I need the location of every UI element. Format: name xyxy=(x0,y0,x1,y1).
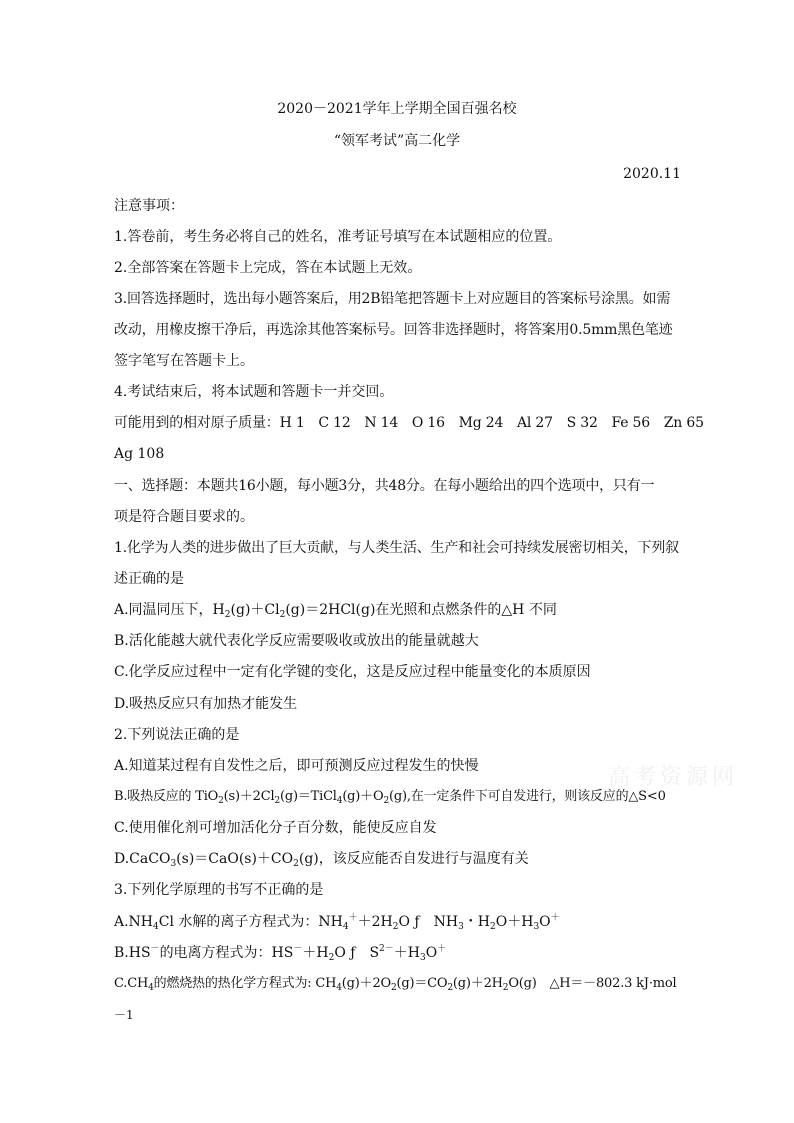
q2-stem: 2.下列说法正确的是 xyxy=(114,727,240,743)
notice-item-3b: 改动，用橡皮擦干净后，再选涂其他答案标号。回答非选择题时，将答案用0.5mm黑色笔迹 xyxy=(114,322,673,338)
q3-option-c: $C.CH_4$的燃烧热的热化学方程式为: $CH_4(g)+2O_2(g)=CO_2(g)+2H_2O(g)$ △H＝－802.3 kJ·mol xyxy=(114,976,677,993)
q2-option-c: C.使用催化剂可增加活化分子百分数，能使反应自发 xyxy=(114,820,437,836)
notice-item-3c: 签字笔写在答题卡上。 xyxy=(114,353,254,369)
q3-option-c-unit-exponent: －1 xyxy=(114,1008,134,1022)
section-intro-1: 一、选择题：本题共16小题，每小题3分，共48分。在每小题给出的四个选项中，只有一 xyxy=(114,478,655,494)
q1-stem-2: 述正确的是 xyxy=(114,571,184,587)
q1-option-b: B.活化能越大就代表化学反应需要吸收或放出的能量就越大 xyxy=(114,633,479,649)
exam-date: 2020.11 xyxy=(623,166,681,182)
notice-item-1: 1.答卷前，考生务必将自己的姓名，准考证号填写在本试题相应的位置。 xyxy=(114,229,562,245)
q2-option-a: A.知道某过程有自发性之后，即可预测反应过程发生的快慢 xyxy=(114,758,479,774)
q2-option-d: $D.CaCO_3(s)=CaO(s)+CO_2(g)$，该反应能否自发进行与温度有关 xyxy=(114,851,529,869)
notice-item-3a: 3.回答选择题时，选出每小题答案后，用2B铅笔把答题卡上对应题目的答案标号涂黑。如需 xyxy=(114,291,671,307)
watermark: 高考资源网 xyxy=(608,765,739,790)
section-intro-2: 项是符合题目要求的。 xyxy=(114,509,254,525)
notice-item-2: 2.全部答案在答题卡上完成，答在本试题上无效。 xyxy=(114,260,422,276)
q1-option-a: A.同温同压下，$H_2(g)+Cl_2(g)=2HCl(g)$在光照和点燃条件的△H 不同 xyxy=(114,602,557,620)
q3-option-a: $A.NH_4Cl$ 水解的离子方程式为：$NH_4^++2H_2O$ ƒ $NH_3$・$H_2O+H_3O^+$ xyxy=(114,913,560,932)
exam-subtitle: “领军考试”高二化学 xyxy=(333,133,461,149)
exam-title: 2020－2021学年上学期全国百强名校 xyxy=(277,101,517,117)
q1-option-c: C.化学反应过程中一定有化学键的变化，这是反应过程中能量变化的本质原因 xyxy=(114,664,591,680)
atomic-masses-line-1: 可能用到的相对原子质量：H 1 C 12 N 14 O 16 Mg 24 Al 27 S 32 Fe 56 Zn 65 xyxy=(114,415,704,431)
q3-option-b: B.HS－的电离方程式为：$HS^-+H_2O$ ƒ $S^{2-}+H_3O^+$ xyxy=(114,944,447,963)
q2-option-b: B.吸热反应的 $TiO_2(s)+2Cl_2(g)=TiCl_4(g)+O_2(g)$,在一定条件下可自发进行，则该反应的△S<0 xyxy=(114,789,666,806)
notice-heading: 注意事项： xyxy=(114,198,184,214)
atomic-masses-line-2: Ag 108 xyxy=(114,446,165,462)
q3-stem: 3.下列化学原理的书写不正确的是 xyxy=(114,882,324,898)
notice-item-4: 4.考试结束后，将本试题和答题卡一并交回。 xyxy=(114,384,394,400)
q1-option-d: D.吸热反应只有加热才能发生 xyxy=(114,696,298,712)
q1-stem-1: 1.化学为人类的进步做出了巨大贡献，与人类生活、生产和社会可持续发展密切相关，下列叙 xyxy=(114,540,679,556)
